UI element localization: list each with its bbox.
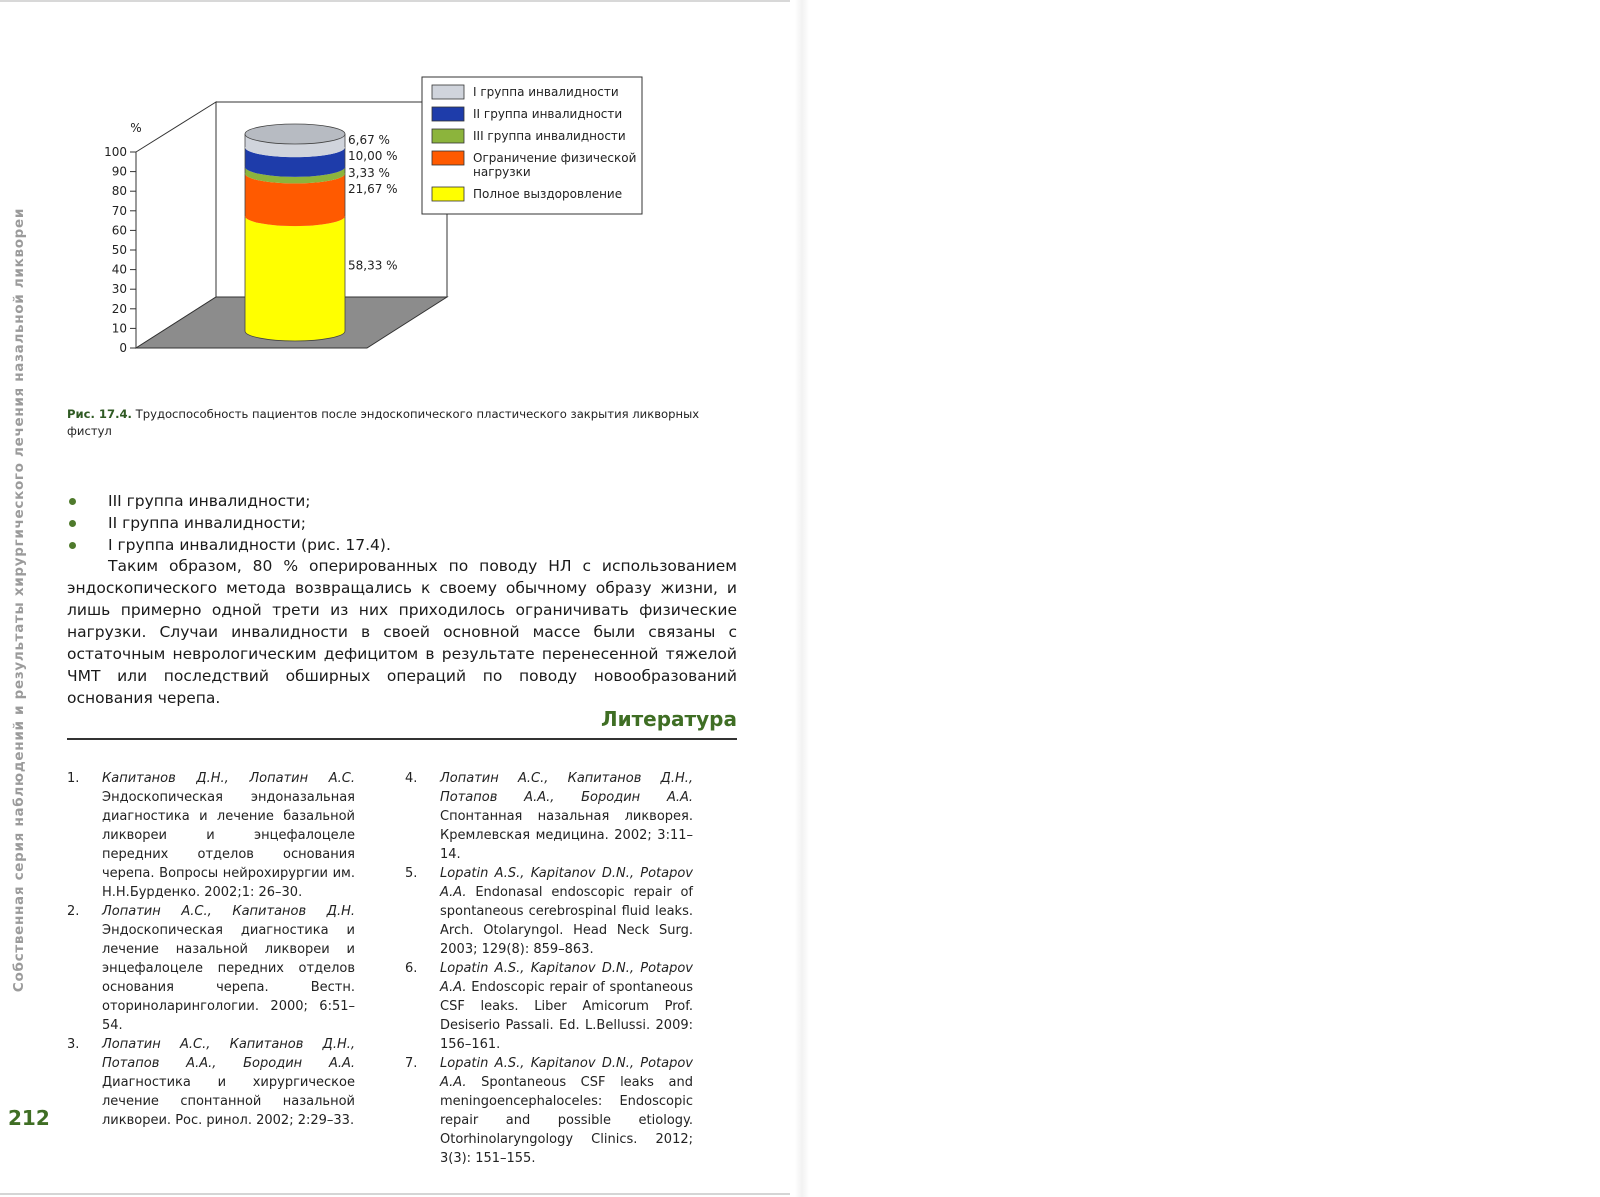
y-tick-label: 50 [111, 243, 127, 257]
page-number: 212 [8, 1106, 50, 1130]
legend-label: I группа инвалидности [473, 85, 619, 99]
y-tick-label: 80 [111, 184, 127, 199]
stacked-cylinder-chart [100, 70, 660, 360]
legend-swatch [432, 151, 464, 165]
legend-swatch [432, 107, 464, 121]
bullet-icon [69, 520, 76, 527]
bar-data-label: 3,33 % [348, 165, 390, 180]
reference-item: 6. Lopatin A.S., Kapitanov D.N., Potapov A.A. Endoscopic repair of spontaneous CSF leaks. Liber Amicorum Prof. Desiserio Passali. Ed. L.Bellussi. 2009: 156–161. [405, 961, 693, 1052]
reference-item: 3. Лопатин А.С., Капитанов Д.Н., Потапов А.А., Бородин А.А. Диагностика и хирургическое лечение спонтанной назальной ликвореи. Рос. ринол. 2002; 2:29–33. [67, 1037, 355, 1128]
bullet-icon [69, 542, 76, 549]
bar-data-label: 10,00 % [348, 149, 398, 163]
list-item: II группа инвалидности; [67, 512, 737, 534]
reference-item: 7. Lopatin A.S., Kapitanov D.N., Potapov A.A. Spontaneous CSF leaks and meningoencephaloceles: Endoscopic repair and possible etiology. Otorhinolaryngology Clinics. 2012; 3(3): 151–155. [405, 1056, 693, 1166]
reference-list-left [67, 769, 355, 1130]
reference-list-right [405, 769, 693, 1168]
bar-data-label: 6,67 % [348, 133, 390, 147]
legend-label: III группа инвалидности [473, 129, 626, 143]
reference-item: 5. Lopatin A.S., Kapitanov D.N., Potapov A.A. Endonasal endoscopic repair of spontaneous cerebrospinal fluid leaks. Arch. Otolaryngol. Head Neck Surg. 2003; 129(8): 859–863. [405, 866, 693, 957]
blank-right-page [800, 0, 1600, 1197]
bar-segment [245, 216, 345, 341]
y-axis-unit: % [130, 121, 142, 135]
legend-label: II группа инвалидности [473, 107, 623, 121]
legend-swatch [432, 129, 464, 143]
y-tick-label: 70 [111, 203, 127, 218]
section-divider [67, 738, 737, 740]
y-tick-label: 100 [104, 145, 127, 159]
bar-data-label: 58,33 % [348, 258, 398, 273]
y-tick-label: 30 [111, 282, 127, 297]
page-gutter [795, 0, 809, 1197]
y-tick-label: 10 [111, 321, 127, 336]
reference-item: 2. Лопатин А.С., Капитанов Д.Н. Эндоскопическая диагностика и лечение назальной ликвореи и энцефалоцеле передних отделов основания черепа. Вестн. оториноларингологии. 2000; 6:51–54. [67, 904, 355, 1033]
legend-swatch [432, 187, 464, 201]
bullet-icon [69, 498, 76, 505]
figure-label: Рис. 17.4. [67, 407, 132, 421]
y-tick-label: 40 [111, 262, 127, 277]
y-tick-label: 60 [111, 223, 127, 238]
legend-label: Ограничение физической [473, 151, 637, 165]
literature-heading: Литература [600, 707, 737, 731]
list-item: I группа инвалидности (рис. 17.4). [67, 534, 737, 556]
figure-caption [67, 406, 737, 440]
reference-item: 4. Лопатин А.С., Капитанов Д.Н., Потапов А.А., Бородин А.А. Спонтанная назальная ликворея. Кремлевская медицина. 2002; 3:11–14. [405, 771, 693, 862]
body-paragraph: Таким образом, 80 % оперированных по поводу НЛ с использованием эндоскопического метода возвращались к своему обычному образу жизни, и лишь примерно одной трети из них приходилось ограничивать физические нагрузки. Случаи инвалидности в своей основной массе были связаны с остаточным неврологическим дефицитом в результате перенесенной тяжелой ЧМТ или последствий обширных операций по поводу новообразований основания черепа. [67, 557, 737, 707]
legend-label: нагрузки [473, 165, 531, 179]
legend-swatch [432, 85, 464, 99]
bullet-list [67, 490, 737, 556]
y-tick-label: 0 [119, 341, 127, 355]
legend-label: Полное выздоровление [473, 187, 623, 201]
reference-item: 1. Капитанов Д.Н., Лопатин А.С. Эндоскопическая эндоназальная диагностика и лечение базальной ликвореи и энцефалоцеле передних отделов основания черепа. Вопросы нейрохирургии им. Н.Н.Бурденко. 2002;1: 26–30. [67, 771, 355, 900]
y-tick-label: 20 [111, 301, 127, 316]
running-head: Собственная серия наблюдений и результаты хирургического лечения назальной ликвореи [11, 207, 27, 993]
list-item: III группа инвалидности; [67, 490, 737, 512]
bar-top-cap [245, 124, 345, 144]
bar-data-label: 21,67 % [348, 181, 398, 196]
figure-caption-text: Трудоспособность пациентов после эндоскопического пластического закрытия ликворных фистул [67, 407, 700, 438]
y-tick-label: 90 [111, 164, 127, 179]
